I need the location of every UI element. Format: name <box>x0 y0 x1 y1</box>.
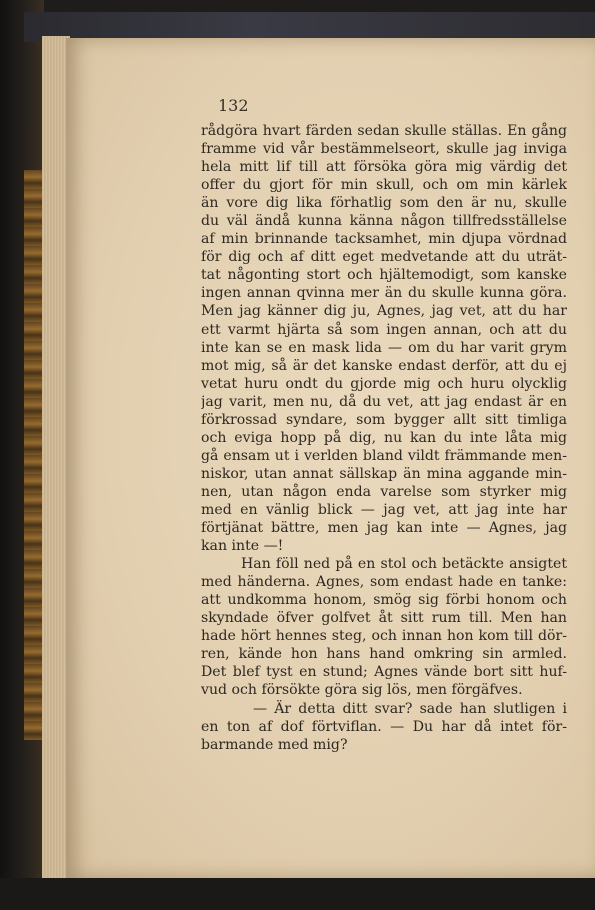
text-line: skyndade öfver golfvet åt sitt rum till. Men han <box>201 610 567 627</box>
text-line: rådgöra hvart färden sedan skulle ställas. En gång <box>201 123 567 139</box>
text-line: Det blef tyst en stund; Agnes vände bort sitt huf- <box>201 664 567 681</box>
text-line: förtjänat bättre, men jag kan inte — Agnes, jag <box>201 520 567 537</box>
text-line: barmande med mig? <box>201 736 348 753</box>
text-line: att undkomma honom, smög sig förbi honom och <box>201 592 567 609</box>
text-line: nen, utan någon enda varelse som styrker mig <box>201 483 567 500</box>
text-line: hade hört hennes steg, och innan hon kom till dör- <box>201 628 567 645</box>
text-line: tat någonting stort och hjältemodigt, som kanske <box>201 267 567 284</box>
text-line: vetat huru ondt du gjorde mig och huru olycklig <box>201 375 567 392</box>
bottom-shadow <box>0 878 595 910</box>
text-line: förkrossad syndare, som bygger allt sitt timliga <box>201 411 567 428</box>
text-line: Han föll ned på en stol och betäckte ansigtet <box>241 556 567 573</box>
text-line: ren, kände hon hans hand omkring sin armled. <box>201 646 567 663</box>
text-line: mot mig, så är det kanske endast derför, att du ej <box>201 357 567 374</box>
text-line: — Är detta ditt svar? sade han slutligen i <box>253 700 567 717</box>
text-line: för dig och af ditt eget medvetande att du uträt- <box>201 249 567 266</box>
body-text <box>201 122 567 754</box>
text-line: hela mitt lif till att försöka göra mig värdig det <box>201 159 567 176</box>
text-line: gå ensam ut i verlden bland vildt främmande men- <box>201 447 567 464</box>
text-line: med händerna. Agnes, som endast hade en tanke: <box>201 574 567 591</box>
text-line: än vore dig lika förhatlig som den är nu, skulle <box>201 195 567 212</box>
text-line: af min brinnande tacksamhet, min djupa vördnad <box>201 231 567 248</box>
text-line: jag varit, men nu, då du vet, att jag endast är en <box>201 393 567 410</box>
page-number: 132 <box>218 96 249 115</box>
text-line: kan inte —! <box>201 538 284 555</box>
text-line: Men jag känner dig ju, Agnes, jag vet, att du har <box>201 303 567 320</box>
text-line: och eviga hopp på dig, nu kan du inte låta mig <box>201 429 567 446</box>
text-line: framme vid vår bestämmelseort, skulle jag inviga <box>201 141 567 158</box>
text-line: inte kan se en mask lida — om du har varit grym <box>201 339 567 356</box>
text-line: ingen annan qvinna mer än du skulle kunna göra. <box>201 285 567 302</box>
text-line: niskor, utan annat sällskap än mina aggande min- <box>201 465 567 482</box>
text-line: du väl ändå kunna känna någon tillfredsställelse <box>201 213 567 230</box>
text-line: offer du gjort för min skull, och om min kärlek <box>201 177 567 194</box>
text-line: en ton af dof förtviflan. — Du har då intet för- <box>201 718 567 735</box>
text-line: vud och försökte göra sig lös, men förgäfves. <box>201 682 523 699</box>
marbled-endpaper <box>24 170 42 740</box>
text-line: med en vänlig blick — jag vet, att jag inte har <box>201 501 567 518</box>
text-line: ett varmt hjärta så som ingen annan, och att du <box>201 321 567 338</box>
